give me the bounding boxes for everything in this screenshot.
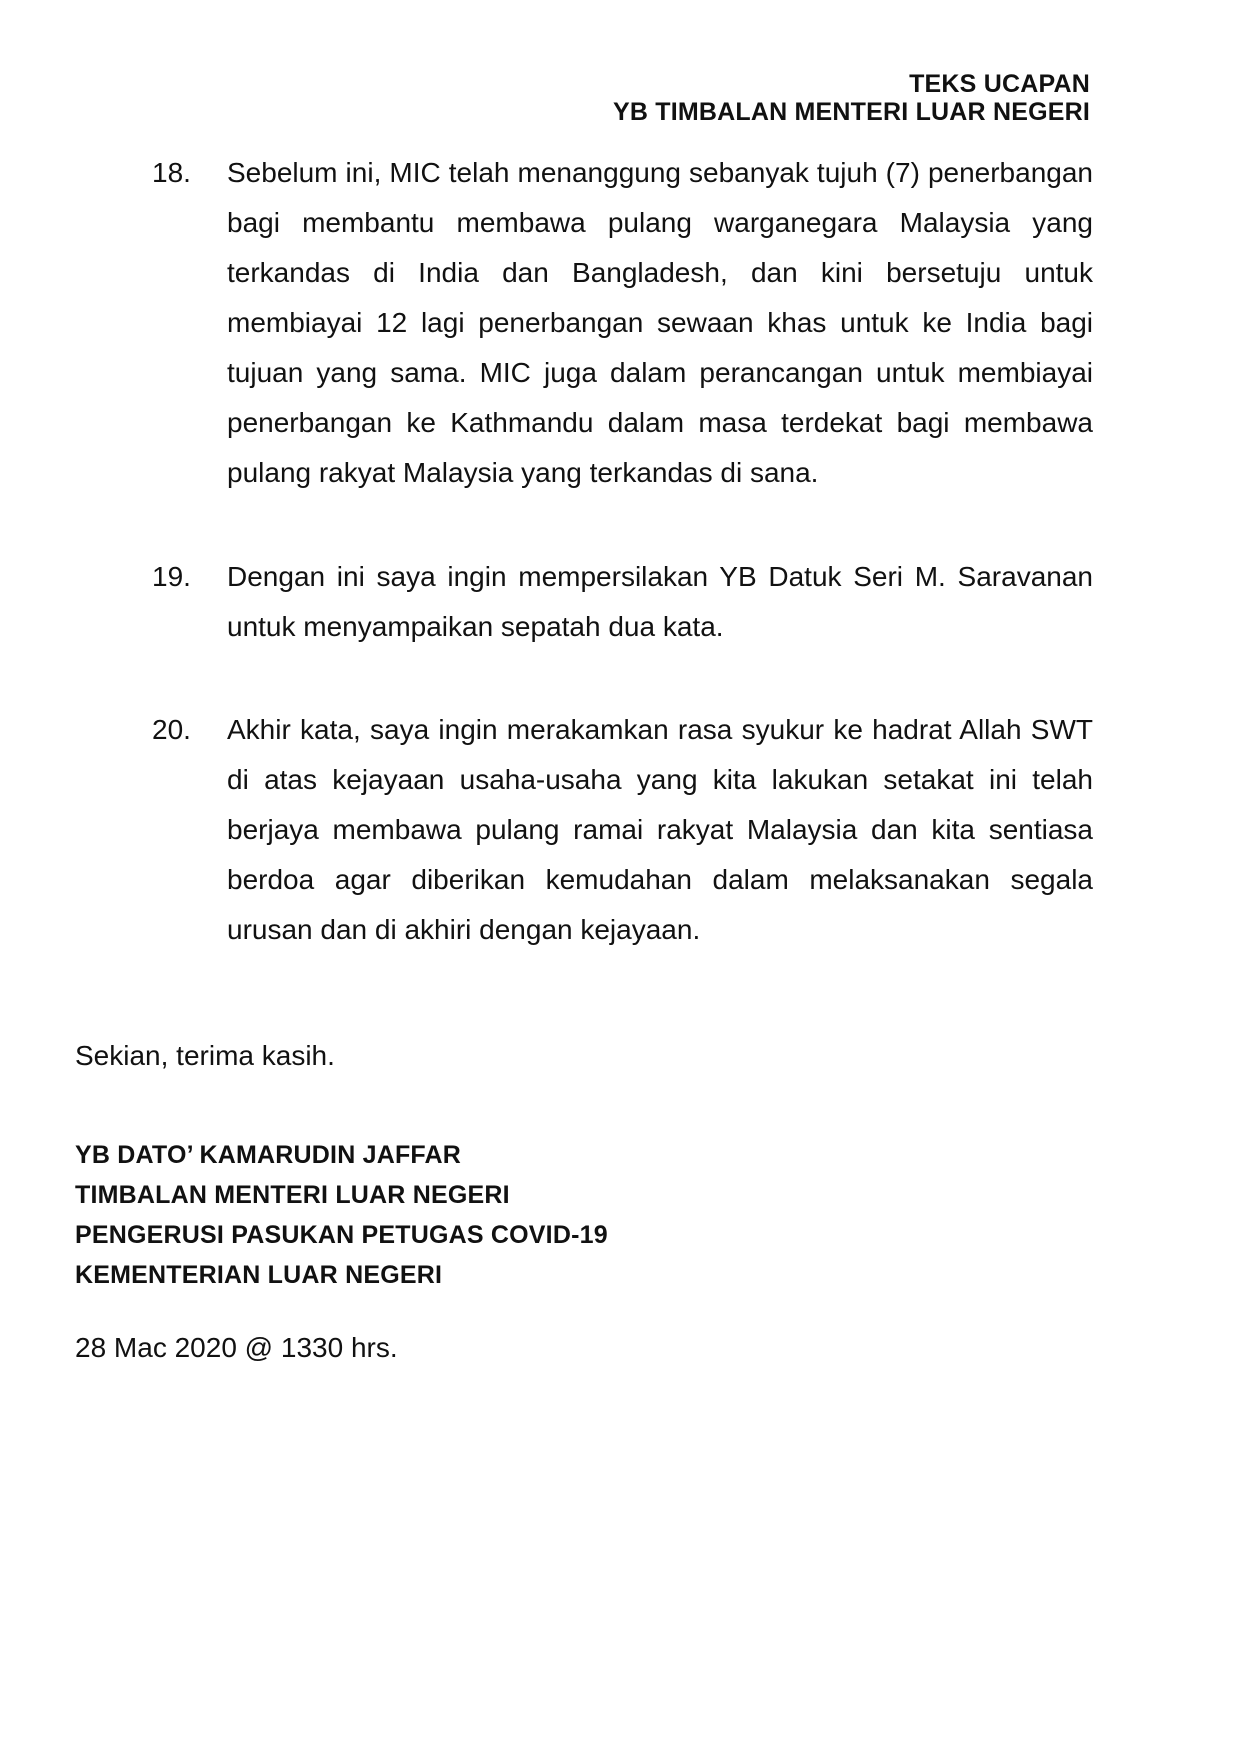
header-title-line2: YB TIMBALAN MENTERI LUAR NEGERI [612,98,1090,126]
paragraph-19-number: 19. [152,561,191,592]
signature-title-2: PENGERUSI PASUKAN PETUGAS COVID-19 [75,1221,608,1249]
date-time-line: 28 Mac 2020 @ 1330 hrs. [75,1332,398,1363]
paragraph-20-number: 20. [152,714,191,745]
signature-title-1: TIMBALAN MENTERI LUAR NEGERI [75,1181,510,1209]
paragraph-18-number: 18. [152,157,191,188]
signature-title-3: KEMENTERIAN LUAR NEGERI [75,1261,443,1289]
document-header [0,70,1239,126]
paragraph-19 [152,552,1093,652]
paragraph-20-text: Akhir kata, saya ingin merakamkan rasa syukur ke hadrat Allah SWT di atas kejayaan usaha-usaha yang kita lakukan setakat ini telah berjaya membawa pulang ramai rakyat Malaysia dan kita sentiasa berdoa agar diberikan kemudahan dalam melaksanakan segala urusan dan di akhiri dengan kejayaan. [227,714,1093,945]
signature-block [75,1135,1239,1295]
paragraph-20 [152,705,1093,955]
paragraph-19-text: Dengan ini saya ingin mempersilakan YB Datuk Seri M. Saravanan untuk menyampaikan sepatah dua kata. [227,561,1093,642]
paragraph-18 [152,148,1093,498]
header-title-line1: TEKS UCAPAN [909,70,1090,98]
closing-line: Sekian, terima kasih. [75,1040,335,1071]
signature-name: YB DATO’ KAMARUDIN JAFFAR [75,1141,462,1169]
paragraph-18-text: Sebelum ini, MIC telah menanggung sebanyak tujuh (7) penerbangan bagi membantu membawa pulang warganegara Malaysia yang terkandas di India dan Bangladesh, dan kini bersetuju untuk membiayai 12 lagi penerbangan sewaan khas untuk ke India bagi tujuan yang sama. MIC juga dalam perancangan untuk membiayai penerbangan ke Kathmandu dalam masa terdekat bagi membawa pulang rakyat Malaysia yang terkandas di sana. [227,157,1093,488]
